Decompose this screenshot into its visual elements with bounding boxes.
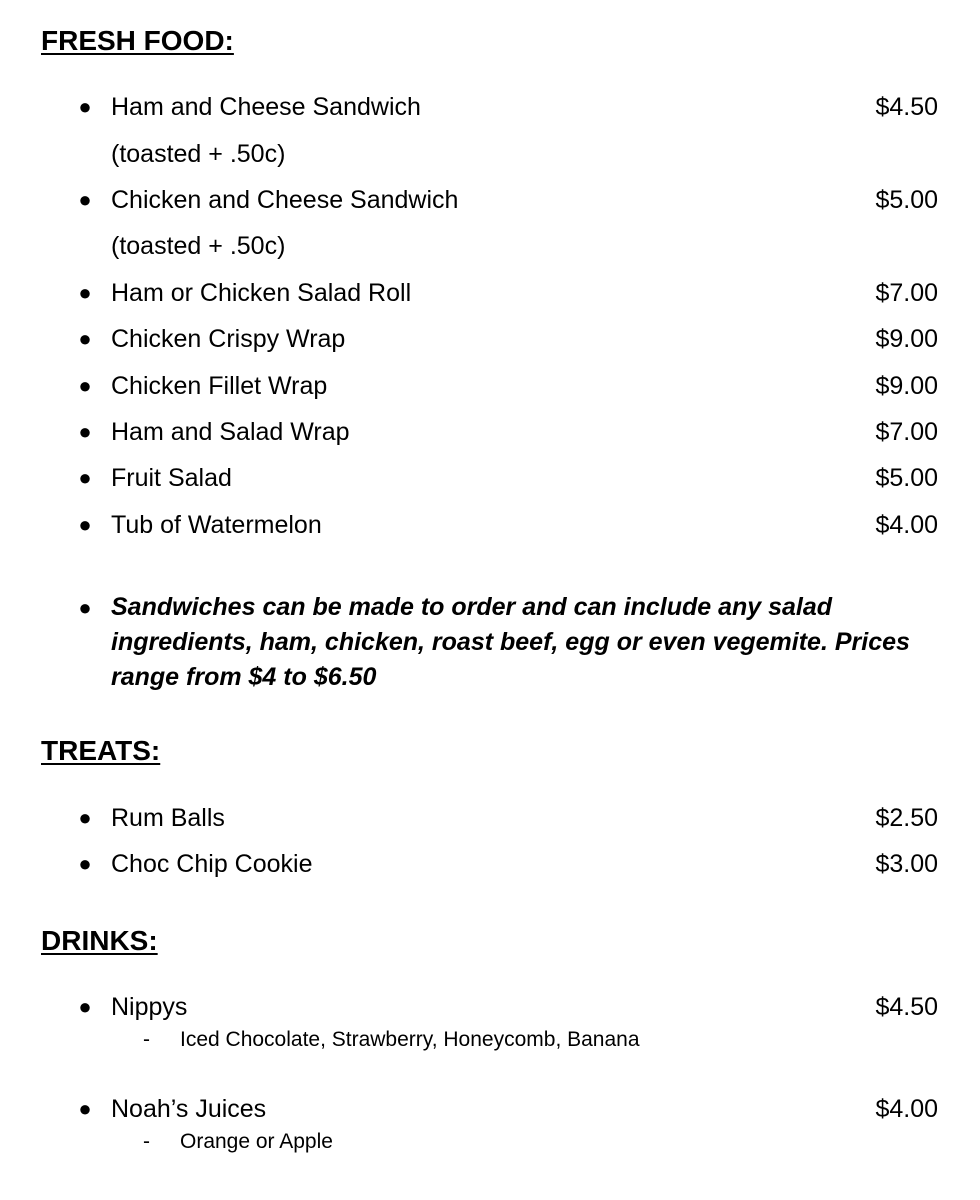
item-price: $7.00 xyxy=(875,279,938,307)
item-label: Ham and Cheese Sandwich xyxy=(111,93,421,121)
bullet-icon: ● xyxy=(78,851,92,876)
item-price: $4.00 xyxy=(875,1095,938,1123)
item-label: Chicken Fillet Wrap xyxy=(111,372,328,400)
bullet-icon: ● xyxy=(78,373,92,398)
menu-item xyxy=(0,1086,980,1132)
item-label: Ham and Salad Wrap xyxy=(111,418,350,446)
dash-icon: - xyxy=(143,1130,150,1153)
menu-item xyxy=(0,363,980,409)
bullet-icon: ● xyxy=(78,419,92,444)
bullet-icon: ● xyxy=(78,512,92,537)
bullet-icon: ● xyxy=(78,280,92,305)
menu-item xyxy=(0,502,980,548)
item-price: $5.00 xyxy=(875,186,938,214)
fresh-food-heading: FRESH FOOD: xyxy=(41,25,234,56)
item-price: $9.00 xyxy=(875,325,938,353)
bullet-icon: ● xyxy=(78,326,92,351)
treats-heading: TREATS: xyxy=(41,735,161,766)
bullet-icon: ● xyxy=(78,1096,92,1121)
menu-item xyxy=(0,841,980,887)
menu-item xyxy=(0,316,980,362)
dash-icon: - xyxy=(143,1028,150,1051)
item-label: Rum Balls xyxy=(111,804,225,832)
item-price: $4.50 xyxy=(875,93,938,121)
item-price: $5.00 xyxy=(875,464,938,492)
item-label: Chicken and Cheese Sandwich xyxy=(111,186,459,214)
menu-item xyxy=(0,455,980,501)
item-price: $4.50 xyxy=(875,993,938,1021)
bullet-icon: ● xyxy=(78,187,92,212)
item-label: Ham or Chicken Salad Roll xyxy=(111,279,412,307)
menu-item xyxy=(0,795,980,841)
item-note: (toasted + .50c) xyxy=(111,140,286,168)
item-detail-text: Iced Chocolate, Strawberry, Honeycomb, Banana xyxy=(180,1028,640,1051)
bullet-icon: ● xyxy=(78,94,92,119)
item-price: $2.50 xyxy=(875,804,938,832)
menu-item xyxy=(0,270,980,316)
item-price: $9.00 xyxy=(875,372,938,400)
item-detail-text: Orange or Apple xyxy=(180,1130,333,1153)
bullet-icon: ● xyxy=(78,595,92,620)
bullet-icon: ● xyxy=(78,805,92,830)
item-price: $4.00 xyxy=(875,511,938,539)
drinks-heading: DRINKS: xyxy=(41,925,158,956)
item-label: Nippys xyxy=(111,993,188,1021)
menu-item xyxy=(0,177,980,223)
item-label: Tub of Watermelon xyxy=(111,511,322,539)
item-note: (toasted + .50c) xyxy=(111,232,286,260)
menu-item xyxy=(0,984,980,1030)
item-price: $3.00 xyxy=(875,850,938,878)
bullet-icon: ● xyxy=(78,994,92,1019)
item-label: Choc Chip Cookie xyxy=(111,850,313,878)
menu-item xyxy=(0,84,980,130)
menu-item xyxy=(0,409,980,455)
item-price: $7.00 xyxy=(875,418,938,446)
sandwich-note-text: Sandwiches can be made to order and can include any salad ingredients, ham, chicken, roast beef, egg or even vegemite. Prices range from $4 to $6.50 xyxy=(111,593,910,691)
bullet-icon: ● xyxy=(78,465,92,490)
item-label: Fruit Salad xyxy=(111,464,232,492)
item-label: Noah’s Juices xyxy=(111,1095,267,1123)
item-label: Chicken Crispy Wrap xyxy=(111,325,346,353)
